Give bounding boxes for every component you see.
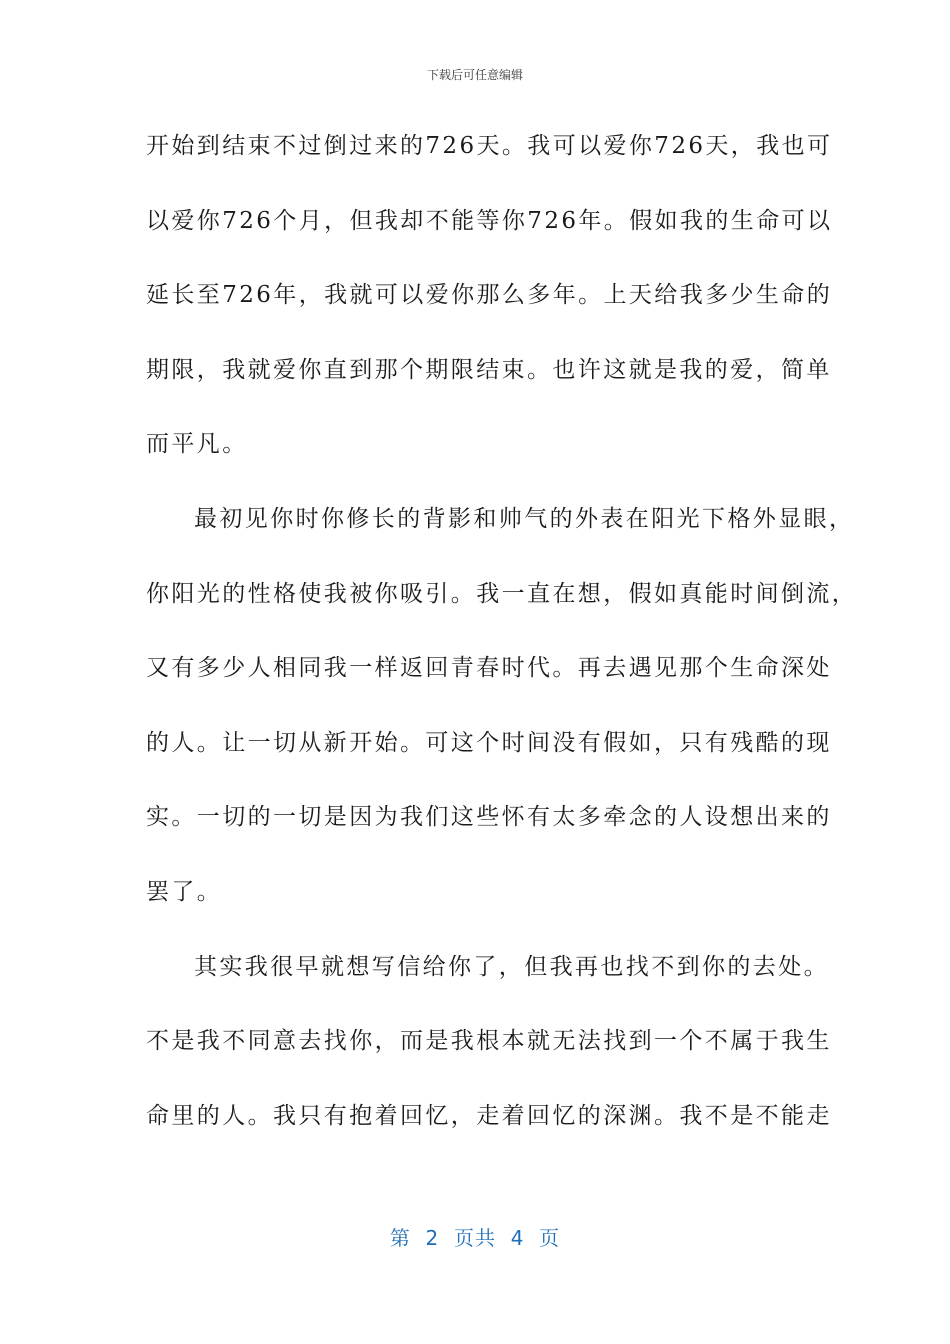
text-line: 实。一切的一切是因为我们这些怀有太多牵念的人设想出来的 [146,804,832,831]
paragraph-start-line: 其实我很早就想写信给你了，但我再也找不到你的去处。 [194,953,829,980]
text-line: 不是我不同意去找你，而是我根本就无法找到一个不属于我生 [146,1028,832,1055]
text-line: 的人。让一切从新开始。可这个时间没有假如，只有残酷的现 [146,729,832,756]
text-line: 延长至726年，我就可以爱你那么多年。上天给我多少生命的 [146,282,833,309]
text-line: 罢了。 [146,878,223,905]
header-note: 下载后可任意编辑 [426,68,523,82]
text-line: 期限，我就爱你直到那个期限结束。也许这就是我的爱，简单 [146,356,832,383]
paragraph-start-line: 最初见你时你修长的背影和帅气的外表在阳光下格外显眼， [194,505,855,532]
text-line: 你阳光的性格使我被你吸引。我一直在想，假如真能时间倒流， [146,580,858,607]
text-line: 又有多少人相同我一样返回青春时代。再去遇见那个生命深处 [146,655,832,682]
page-number-footer: 第 2 页共 4 页 [389,1226,561,1250]
text-line: 命里的人。我只有抱着回忆，走着回忆的深渊。我不是不能走 [146,1102,832,1129]
text-line: 以爱你726个月，但我却不能等你726年。假如我的生命可以 [146,207,833,234]
text-line: 开始到结束不过倒过来的726天。我可以爱你726天，我也可 [146,133,833,159]
text-line: 而平凡。 [146,431,248,458]
document-body [146,124,858,1168]
